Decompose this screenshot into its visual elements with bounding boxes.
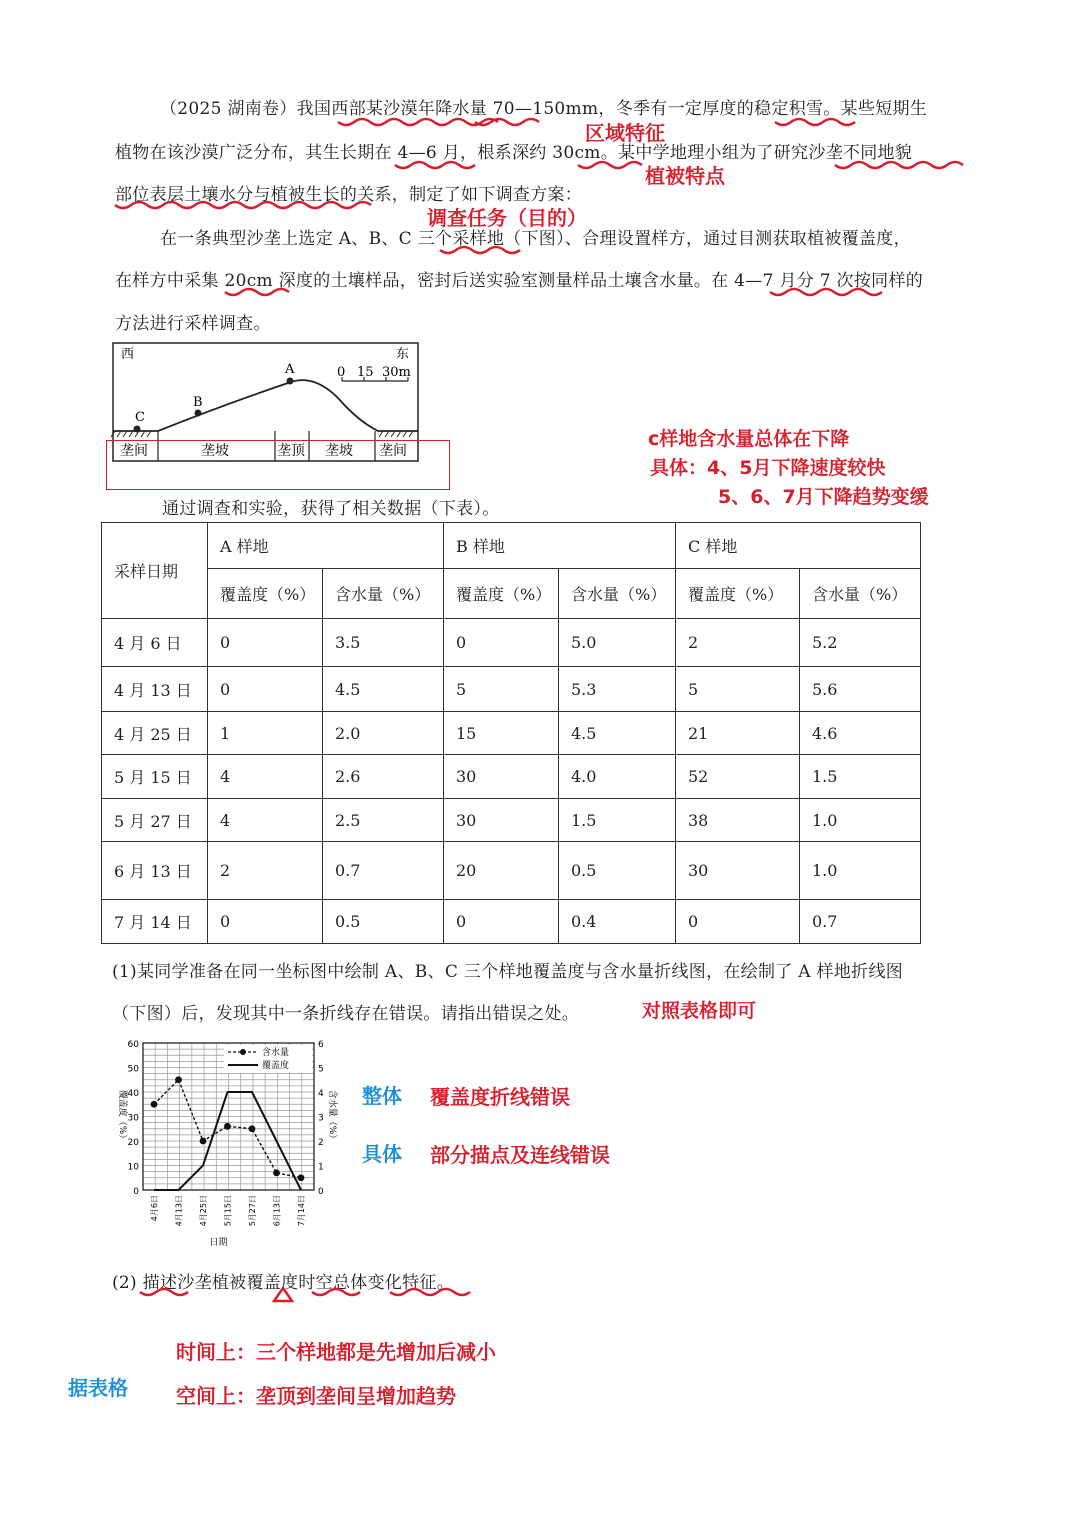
data-point-moisture — [249, 1125, 256, 1132]
header-site-b: B 样地 — [444, 523, 676, 569]
left-tick-label: 30 — [127, 1113, 139, 1124]
wavy-underline — [225, 289, 289, 295]
wavy-underline — [390, 1289, 470, 1295]
label-b: B — [193, 395, 203, 410]
west-label: 西 — [121, 347, 135, 362]
wavy-underline — [312, 1289, 360, 1295]
legend-label-moisture: 含水量 — [262, 1048, 290, 1058]
q2-marks — [0, 1286, 1080, 1326]
wavy-underline — [770, 289, 882, 295]
ground-line — [113, 380, 418, 431]
legend-marker-moisture — [240, 1049, 246, 1055]
data-point-moisture — [273, 1169, 280, 1176]
data-point-moisture — [298, 1174, 305, 1181]
y-axis-left-label: 覆盖度（%） — [117, 1089, 127, 1144]
header-coverage: 覆盖度（%） — [676, 569, 800, 619]
east-label: 东 — [396, 347, 410, 362]
wavy-underline — [338, 119, 498, 125]
header-site-a: A 样地 — [208, 523, 444, 569]
header-moisture: 含水量（%） — [323, 569, 444, 619]
annotation-detail-label: 具体 — [362, 1142, 402, 1166]
left-tick-label: 60 — [127, 1040, 139, 1050]
left-tick-label: 10 — [127, 1162, 139, 1173]
plan-line-1: 在一条典型沙垄上选定 A、B、C 三个采样地（下图）、合理设置样方，通过目测获取植被覆盖度， — [160, 229, 911, 249]
table-row: 6 月 13 日 2 0.7 20 0.5 30 1.0 — [102, 842, 921, 900]
annotation-region: 区域特征 — [585, 121, 665, 145]
scale-15: 15 — [357, 365, 374, 380]
q1-line-2: （下图）后，发现其中一条折线存在错误。请指出错误之处。 — [112, 1004, 580, 1024]
annotation-detail-text: 部分描点及连线错误 — [430, 1143, 610, 1167]
y-axis-right-label: 含水量（%） — [327, 1089, 337, 1144]
data-point-moisture — [151, 1101, 158, 1108]
table-row: 4 月 25 日 1 2.0 15 4.5 21 4.6 — [102, 712, 921, 755]
x-tick-label: 4月25日 — [199, 1195, 208, 1227]
x-axis-label: 日期 — [209, 1238, 228, 1248]
x-tick-label: 5月27日 — [248, 1195, 257, 1227]
label-a: A — [285, 362, 295, 377]
zone-highlight-box — [106, 440, 450, 490]
zone-slope-west: 垄坡 — [201, 443, 229, 459]
x-tick-label: 6月13日 — [272, 1195, 282, 1227]
table-row: 7 月 14 日 0 0.5 0 0.4 0 0.7 — [102, 900, 921, 944]
x-tick-label: 7月14日 — [297, 1195, 306, 1227]
left-tick-label: 20 — [127, 1138, 139, 1148]
data-intro: 通过调查和实验，获得了相关数据（下表）。 — [162, 499, 500, 519]
header-coverage: 覆盖度（%） — [208, 569, 323, 619]
underline-marks — [0, 0, 1080, 320]
plan-line-3: 方法进行采样调查。 — [115, 314, 271, 334]
annotation-whole-label: 整体 — [362, 1084, 402, 1108]
data-point-moisture — [200, 1138, 207, 1145]
left-tick-label: 0 — [133, 1187, 139, 1197]
sampling-data-table — [101, 522, 921, 944]
wavy-underline — [395, 162, 475, 168]
scale-0: 0 — [337, 365, 346, 380]
header-date: 采样日期 — [102, 523, 208, 619]
site-a-line-chart — [112, 1035, 342, 1250]
data-point-moisture — [175, 1076, 182, 1083]
x-tick-label: 5月15日 — [223, 1195, 233, 1227]
point-b — [195, 410, 202, 417]
wavy-underline — [440, 247, 520, 253]
intro-line-1: （2025 湖南卷）我国西部某沙漠年降水量 70—150mm，冬季有一定厚度的稳定积雪。某些短期生 — [160, 99, 928, 119]
right-tick-label: 0 — [318, 1187, 324, 1197]
x-tick-label: 4月13日 — [174, 1195, 184, 1227]
plan-line-2: 在样方中采集 20cm 深度的土壤样品，密封后送实验室测量样品土壤含水量。在 4—7 月分 7 次按同样的 — [115, 271, 924, 291]
annotation-task: 调查任务（目的） — [427, 206, 587, 230]
table-row: 4 月 6 日 0 3.5 0 5.0 2 5.2 — [102, 619, 921, 667]
point-a — [287, 378, 294, 385]
wavy-underline — [835, 162, 963, 168]
right-tick-label: 6 — [318, 1040, 324, 1050]
left-tick-label: 40 — [127, 1089, 139, 1099]
right-tick-label: 3 — [318, 1113, 324, 1124]
label-c: C — [135, 410, 145, 425]
right-tick-label: 2 — [318, 1138, 324, 1148]
wavy-underline — [775, 119, 855, 125]
q1-line-1: (1)某同学准备在同一坐标图中绘制 A、B、C 三个样地覆盖度与含水量折线图，在绘制了 A 样地折线图 — [112, 962, 904, 982]
q2-line: (2) 描述沙垄植被覆盖度时空总体变化特征。 — [112, 1273, 455, 1293]
right-tick-label: 5 — [318, 1064, 324, 1075]
header-coverage: 覆盖度（%） — [444, 569, 559, 619]
intro-line-3: 部位表层土壤水分与植被生长的关系，制定了如下调查方案： — [115, 185, 583, 205]
table-row: 5 月 15 日 4 2.6 30 4.0 52 1.5 — [102, 755, 921, 799]
table-row: 4 月 13 日 0 4.5 5 5.3 5 5.6 — [102, 667, 921, 712]
zone-slope-east: 垄坡 — [325, 443, 353, 459]
scale-30m: 30m — [382, 365, 411, 380]
zone-crest: 垄顶 — [277, 443, 305, 459]
table-row: 5 月 27 日 4 2.5 30 1.5 38 1.0 — [102, 799, 921, 842]
zone-interdune-east: 垄间 — [379, 443, 407, 459]
annotation-c-line-2: 具体：4、5月下降速度较快 — [650, 457, 886, 479]
annotation-space: 空间上：垄顶到垄间呈增加趋势 — [176, 1384, 456, 1408]
header-moisture: 含水量（%） — [800, 569, 921, 619]
annotation-c-line-1: c样地含水量总体在下降 — [648, 428, 850, 450]
annotation-whole-text: 覆盖度折线错误 — [430, 1085, 570, 1109]
annotation-time: 时间上：三个样地都是先增加后减小 — [176, 1340, 496, 1364]
point-c — [134, 426, 141, 433]
left-tick-label: 50 — [127, 1064, 139, 1075]
right-tick-label: 1 — [318, 1162, 324, 1173]
triangle-mark — [274, 1288, 292, 1301]
wavy-underline — [578, 162, 642, 168]
zone-interdune-west: 垄间 — [120, 443, 148, 459]
data-point-moisture — [224, 1123, 231, 1130]
right-tick-label: 4 — [318, 1089, 324, 1099]
annotation-by-table: 据表格 — [68, 1376, 128, 1400]
legend-label-coverage: 覆盖度 — [262, 1061, 290, 1071]
header-site-c: C 样地 — [676, 523, 921, 569]
annotation-vegetation: 植被特点 — [645, 164, 725, 188]
annotation-c-line-3: 5、6、7月下降趋势变缓 — [718, 486, 929, 508]
annotation-compare: 对照表格即可 — [642, 1000, 757, 1022]
wavy-underline — [140, 1289, 188, 1295]
intro-line-2: 植物在该沙漠广泛分布，其生长期在 4—6 月，根系深约 30cm。某中学地理小组为了研究沙垄不同地貌 — [115, 143, 913, 163]
header-moisture: 含水量（%） — [559, 569, 676, 619]
x-tick-label: 4月6日 — [150, 1195, 159, 1222]
wavy-underline — [115, 202, 371, 208]
